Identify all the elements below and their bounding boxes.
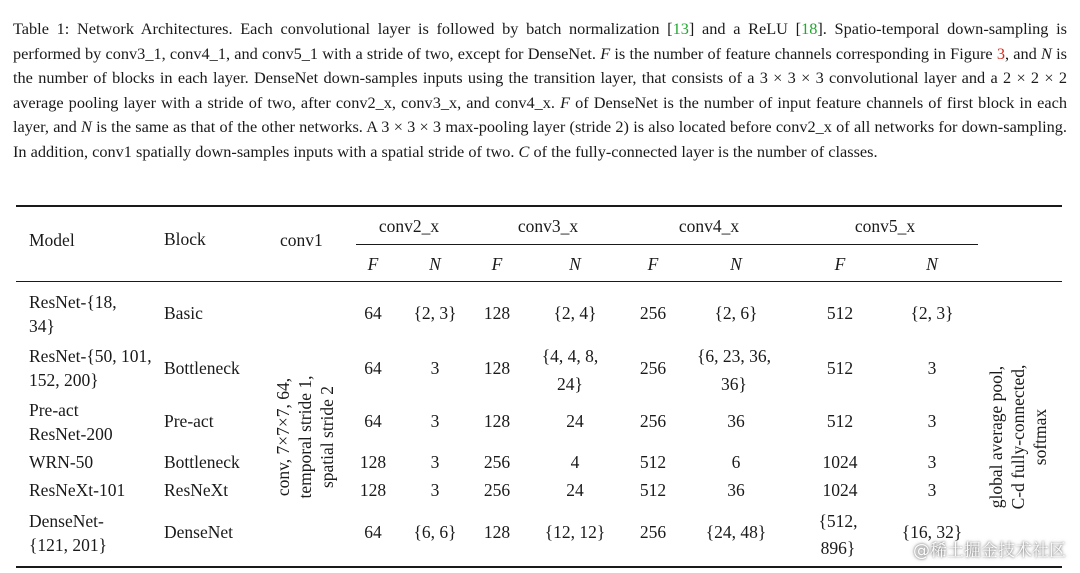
classifier-spanning-description: global average pool, C-d fully-connected, softmax (986, 364, 1050, 510)
header-block: Block (164, 229, 206, 249)
row-3-block: Bottleneck (164, 452, 240, 472)
table-top-rule (16, 205, 1062, 207)
subheader-n-conv2: N (429, 254, 441, 274)
row-1-f4: 256 (639, 358, 667, 378)
row-1-n2: 3 (430, 358, 440, 378)
row-1-f5: 512 (826, 358, 854, 378)
row-5-block: DenseNet (164, 522, 234, 542)
row-0-n3: {2, 4} (553, 303, 597, 323)
row-2-n3: 24 (566, 411, 584, 431)
row-0-f5: 512 (826, 303, 854, 323)
subheader-n-conv3: N (569, 254, 581, 274)
row-2-f5: 512 (826, 411, 854, 431)
row-3-f4: 512 (639, 452, 667, 472)
row-0-n5: {2, 3} (910, 303, 954, 323)
row-1-block: Bottleneck (164, 358, 240, 378)
subheader-n-conv4: N (730, 254, 742, 274)
header-conv1: conv1 (280, 230, 323, 250)
row-2-model: Pre-act ResNet-200 (29, 400, 113, 444)
figure-link-3[interactable]: 3 (996, 43, 1006, 63)
row-3-n3: 4 (570, 452, 580, 472)
subheader-f-conv4: F (647, 254, 659, 274)
row-1-model: ResNet-{50, 101, 152, 200} (29, 346, 152, 390)
row-1-f2: 64 (364, 358, 382, 378)
row-4-block: ResNeXt (164, 480, 229, 500)
table-header-rule (16, 281, 1062, 282)
row-2-block: Pre-act (164, 411, 214, 431)
row-2-f4: 256 (639, 411, 667, 431)
row-5-f5: {512, 896} (818, 511, 858, 558)
row-3-f3: 256 (483, 452, 511, 472)
row-4-n5: 3 (927, 480, 937, 500)
header-model: Model (29, 230, 75, 250)
row-4-f5: 1024 (822, 480, 858, 500)
row-1-n3: {4, 4, 8, 24} (541, 346, 599, 394)
subheader-n-conv5: N (926, 254, 938, 274)
row-1-f3: 128 (483, 358, 511, 378)
row-5-model: DenseNet-{121, 201} (29, 511, 108, 555)
row-1-n4: {6, 23, 36, 36} (696, 346, 772, 394)
row-5-f2: 64 (364, 522, 382, 542)
citation-link-13[interactable]: 13 (672, 19, 689, 38)
row-2-n4: 36 (727, 411, 745, 431)
row-4-f4: 512 (639, 480, 667, 500)
row-2-n2: 3 (430, 411, 440, 431)
header-conv4: conv4_x (678, 216, 740, 236)
row-4-n3: 24 (566, 480, 584, 500)
row-2-f3: 128 (483, 411, 511, 431)
row-3-f2: 128 (359, 452, 387, 472)
row-3-n2: 3 (430, 452, 440, 472)
row-1-n5: 3 (927, 358, 937, 378)
row-0-model: ResNet-{18, 34} (29, 292, 117, 336)
row-5-n2: {6, 6} (413, 522, 457, 542)
row-4-f2: 128 (359, 480, 387, 500)
conv-group-rule (356, 244, 978, 245)
table-caption: Table 1: Network Architectures. Each convolutional layer is followed by batch normalization [13] and a ReLU [18]. Spatio-temporal down-sampling is performed by conv3_1, conv4_1, and conv5_1 with a stride of two, except for DenseNet. F is the number of feature channels corresponding in Figure 3, and N is the number of blocks in each layer. DenseNet down-samples inputs using the transition layer, that consists of a 3 × 3 × 3 convolutional layer and a 2 × 2 × 2 average pooling layer with a stride of two, after conv2_x, conv3_x, and conv4_x. F of DenseNet is the number of input feature channels of first block in each layer, and N is the same as that of the other networks. A 3 × 3 × 3 max-pooling layer (stride 2) is also located before conv2_x of all networks for down-sampling. In addition, conv1 spatially down-samples inputs with a spatial stride of two. C of the fully-connected layer is the number of classes. (13, 19, 1068, 161)
row-0-f2: 64 (364, 303, 382, 323)
header-conv5: conv5_x (854, 216, 916, 236)
header-conv3: conv3_x (517, 216, 579, 236)
header-conv2: conv2_x (378, 216, 440, 236)
row-5-n3: {12, 12} (544, 522, 606, 542)
row-5-n5: {16, 32} (901, 522, 963, 542)
row-3-n4: 6 (731, 452, 741, 472)
row-2-n5: 3 (927, 411, 937, 431)
watermark: @稀土掘金技术社区 (913, 541, 1066, 561)
row-0-block: Basic (164, 303, 203, 323)
conv1-spanning-description: conv, 7×7×7, 64, temporal stride 1, spatial stride 2 (273, 375, 337, 499)
row-3-f5: 1024 (822, 452, 858, 472)
row-0-n4: {2, 6} (714, 303, 758, 323)
row-4-n2: 3 (430, 480, 440, 500)
row-0-f3: 128 (483, 303, 511, 323)
row-3-model: WRN-50 (29, 452, 94, 472)
row-5-f3: 128 (483, 522, 511, 542)
subheader-f-conv3: F (491, 254, 503, 274)
row-5-n4: {24, 48} (705, 522, 767, 542)
row-0-n2: {2, 3} (413, 303, 457, 323)
row-0-f4: 256 (639, 303, 667, 323)
row-2-f2: 64 (364, 411, 382, 431)
subheader-f-conv2: F (367, 254, 379, 274)
row-4-n4: 36 (727, 480, 745, 500)
row-3-n5: 3 (927, 452, 937, 472)
citation-link-18[interactable]: 18 (801, 19, 818, 38)
row-5-f4: 256 (639, 522, 667, 542)
table-bottom-rule (16, 566, 1062, 568)
row-4-model: ResNeXt-101 (29, 480, 126, 500)
subheader-f-conv5: F (834, 254, 846, 274)
row-4-f3: 256 (483, 480, 511, 500)
